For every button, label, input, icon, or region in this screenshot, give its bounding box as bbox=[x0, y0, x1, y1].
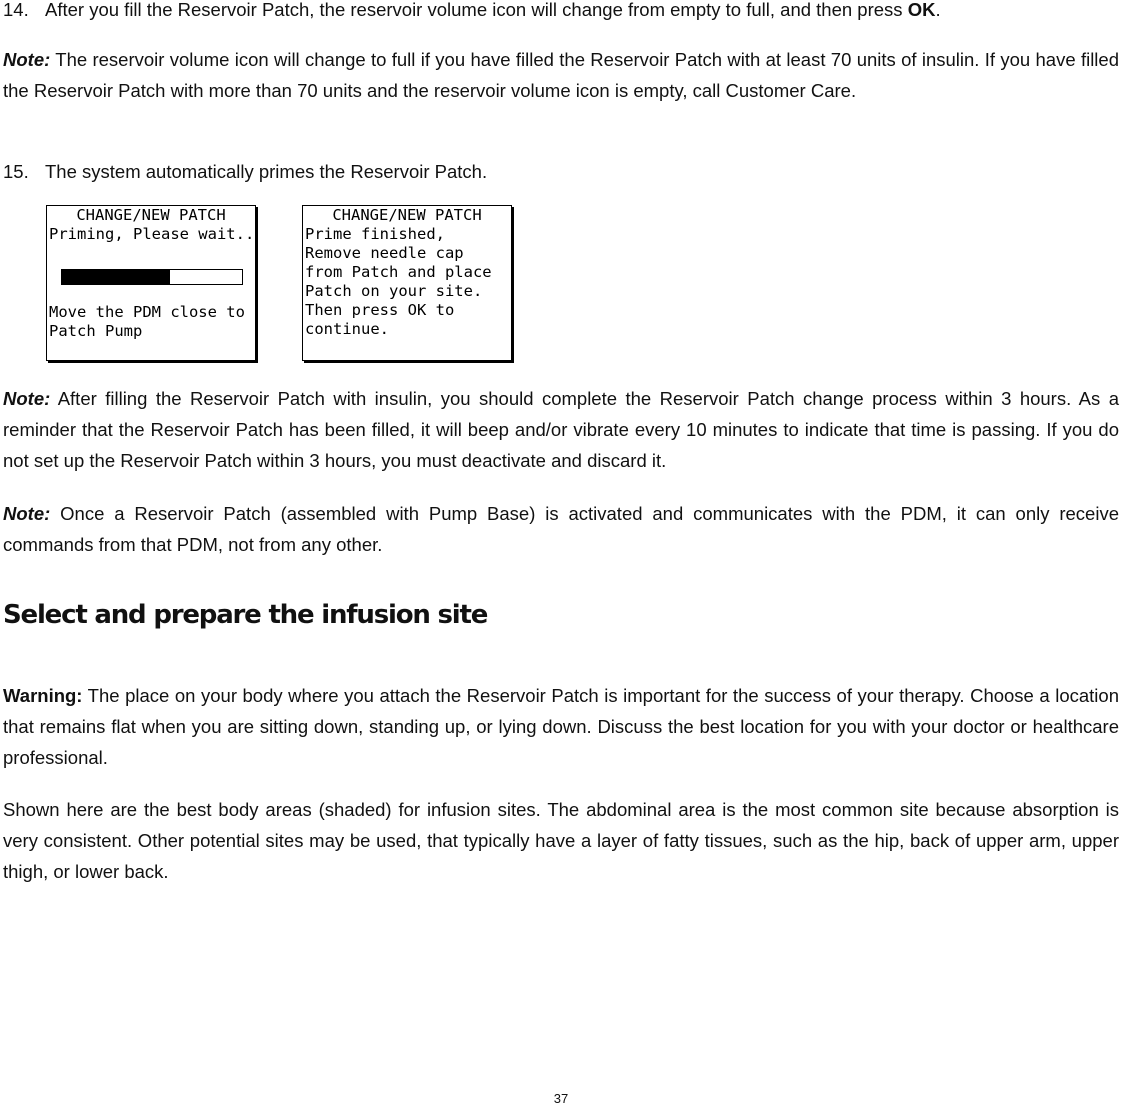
screen-line: Remove needle cap bbox=[305, 244, 464, 262]
step-14 bbox=[3, 0, 1119, 25]
page-number: 37 bbox=[553, 1091, 569, 1106]
screen-line: Patch Pump bbox=[49, 322, 143, 340]
step-14-number: 14. bbox=[3, 0, 29, 20]
step-15-text: The system automatically primes the Reservoir Patch. bbox=[45, 161, 488, 182]
priming-progress-fill bbox=[62, 270, 170, 284]
screen-line: Patch on your site. bbox=[305, 282, 483, 300]
screen-line: from Patch and place bbox=[305, 263, 492, 281]
screen-line: Priming, Please wait.. bbox=[49, 225, 255, 243]
screen-line: Move the PDM close to bbox=[49, 303, 245, 321]
warning-text: The place on your body where you attach the Reservoir Patch is important for the success of your therapy. Choose a location that remains flat when you are sitting down, standing up, or lying down. Discuss the best location for you with your doctor or healthcare professional. bbox=[3, 685, 1119, 768]
priming-progress-bar bbox=[61, 269, 243, 285]
note-label: Note: bbox=[3, 388, 51, 409]
note-text: After filling the Reservoir Patch with insulin, you should complete the Reservoir Patch change process within 3 hours. As a reminder that the Reservoir Patch has been filled, it will beep and/or vibrate every 10 minutes to indicate that time is passing. If you do not set up the Reservoir Patch within 3 hours, you must deactivate and discard it. bbox=[3, 388, 1119, 471]
pdm-screen-prime-finished bbox=[302, 205, 512, 361]
step-15 bbox=[3, 156, 1119, 187]
note-label: Note: bbox=[3, 503, 51, 524]
screen-title: CHANGE/NEW PATCH bbox=[76, 206, 226, 224]
note-reservoir-icon bbox=[3, 44, 1119, 106]
ok-keyword: OK bbox=[907, 0, 936, 20]
pdm-screen-priming bbox=[46, 205, 256, 361]
screen-line: Then press OK to bbox=[305, 301, 455, 319]
screen-line: continue. bbox=[305, 320, 389, 338]
screen-title: CHANGE/NEW PATCH bbox=[332, 206, 482, 224]
note-text: The reservoir volume icon will change to full if you have filled the Reservoir Patch with at least 70 units of insulin. If you have filled the Reservoir Patch with more than 70 units and the reservoir volume icon is empty, call Customer Care. bbox=[3, 49, 1119, 101]
step-14-text: After you fill the Reservoir Patch, the reservoir volume icon will change from empty to full, and then press bbox=[45, 0, 908, 20]
step-14-period: . bbox=[935, 0, 941, 20]
screen-line: Prime finished, bbox=[305, 225, 445, 243]
warning-paragraph bbox=[3, 680, 1119, 773]
body-areas-paragraph: Shown here are the best body areas (shaded) for infusion sites. The abdominal area is the most common site because absorption is very consistent. Other potential sites may be used, that typically have a layer of fatty tissues, such as the hip, back of upper arm, upper thigh, or lower back. bbox=[3, 799, 1119, 882]
step-15-number: 15. bbox=[3, 161, 29, 182]
note-pdm-pairing bbox=[3, 498, 1119, 560]
note-text: Once a Reservoir Patch (assembled with Pump Base) is activated and communicates with the PDM, it can only receive commands from that PDM, not from any other. bbox=[3, 503, 1119, 555]
warning-label: Warning: bbox=[3, 685, 83, 706]
note-label: Note: bbox=[3, 49, 51, 70]
section-heading: Select and prepare the infusion site bbox=[3, 600, 488, 630]
note-three-hours bbox=[3, 383, 1119, 476]
